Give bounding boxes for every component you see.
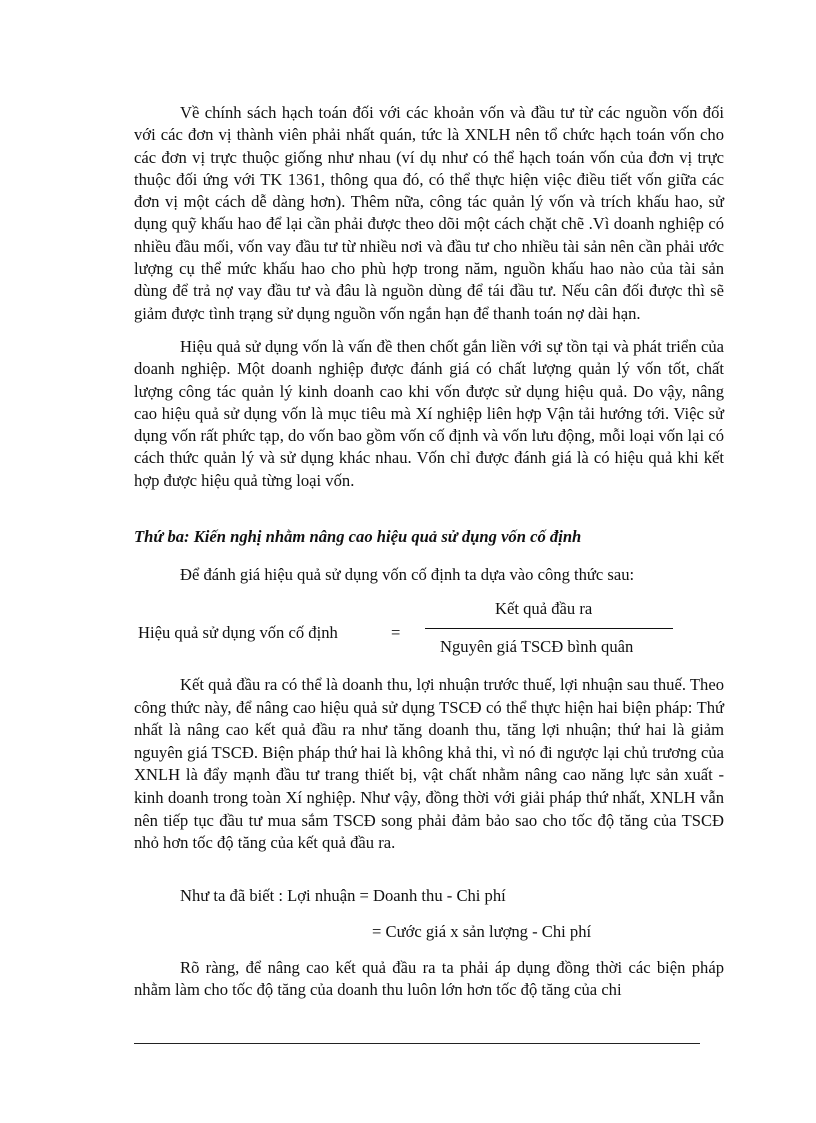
paragraph-accounting-policy: Về chính sách hạch toán đối với các khoản vốn và đầu tư từ các nguồn vốn đối với các đơn vị thành viên phải nhất quán, tức là XNLH nên tổ chức hạch toán vốn cho các đơn vị trực thuộc giống như nhau (ví dụ như có thể hạch toán vốn của đơn vị trực thuộc đối ứng với TK 1361, thông qua đó, có thể thực hiện việc điều tiết vốn giữa các đơn vị một cách dễ dàng hơn). Thêm nữa, công tác quản lý vốn và trích khấu hao, sử dụng quỹ khấu hao để lại cần phải được theo dõi một cách chặt chẽ .Vì doanh nghiệp có nhiều đầu mối, vốn vay đầu tư từ nhiều nơi và đầu tư cho nhiều tài sản nên cần phải ước lượng cụ thể mức khấu hao cho phù hợp trong năm, nguồn khấu hao nào của tài sản dùng để trả nợ vay đầu tư và đâu là nguồn dùng để tái đầu tư. Nếu cân đối được thì sẽ giảm được tình trạng sử dụng nguồn vốn ngắn hạn để thanh toán nợ dài hạn. [134, 103, 724, 323]
formula-numerator: Kết quả đầu ra [495, 599, 593, 618]
profit-formula-line-2: = Cước giá x sản lượng - Chi phí [372, 922, 592, 941]
paragraph-revenue-growth: Rõ ràng, để nâng cao kết quả đầu ra ta phải áp dụng đồng thời các biện pháp nhằm làm cho tốc độ tăng của doanh thu luôn lớn hơn tốc độ tăng của chi [134, 958, 724, 1000]
formula-intro: Để đánh giá hiệu quả sử dụng vốn cố định ta dựa vào công thức sau: [180, 565, 635, 584]
fraction-bar [425, 628, 673, 629]
paragraph-capital-efficiency: Hiệu quả sử dụng vốn là vấn đề then chốt gắn liền với sự tồn tại và phát triển của doanh nghiệp. Một doanh nghiệp được đánh giá có chất lượng quản lý vốn tốt, chất lượng công tác quản lý kinh doanh cao khi vốn được sử dụng hiệu quả. Do vậy, nâng cao hiệu quả sử dụng vốn là mục tiêu mà Xí nghiệp liên hợp Vận tải hướng tới. Việc sử dụng vốn rất phức tạp, do vốn bao gồm vốn cố định và vốn lưu động, mỗi loại vốn lại có cách thức quản lý và sử dụng khác nhau. Vốn chỉ được đánh giá là có hiệu quả khi kết hợp được hiệu quả từng loại vốn. [134, 337, 724, 490]
formula-lhs: Hiệu quả sử dụng vốn cố định [138, 623, 338, 642]
paragraph-output-results: Kết quả đầu ra có thể là doanh thu, lợi nhuận trước thuế, lợi nhuận sau thuế. Theo công thức này, để nâng cao hiệu quả sử dụng TSCĐ có thể thực hiện hai biện pháp: Thứ nhất là nâng cao kết quả đầu ra như tăng doanh thu, tăng lợi nhuận; thứ hai là giảm nguyên giá TSCĐ. Biện pháp thứ hai là không khả thi, vì nó đi ngược lại chủ trương của XNLH là đẩy mạnh đầu tư trang thiết bị, vật chất nhằm nâng cao năng lực sản xuất - kinh doanh trong toàn Xí nghiệp. Như vậy, đồng thời với giải pháp thứ nhất, XNLH vẫn nên tiếp tục đầu tư mua sắm TSCĐ song phải đảm bảo sao cho tốc độ tăng của TSCĐ nhỏ hơn tốc độ tăng của kết quả đầu ra. [134, 675, 724, 853]
formula-denominator: Nguyên giá TSCĐ bình quân [440, 637, 634, 656]
section-heading: Thứ ba: Kiến nghị nhằm nâng cao hiệu quả sử dụng vốn cố định [134, 527, 582, 546]
footer-rule [134, 1043, 700, 1044]
profit-formula-line-1: Như ta đã biết : Lợi nhuận = Doanh thu - Chi phí [180, 886, 506, 905]
formula-equals: = [391, 623, 401, 642]
